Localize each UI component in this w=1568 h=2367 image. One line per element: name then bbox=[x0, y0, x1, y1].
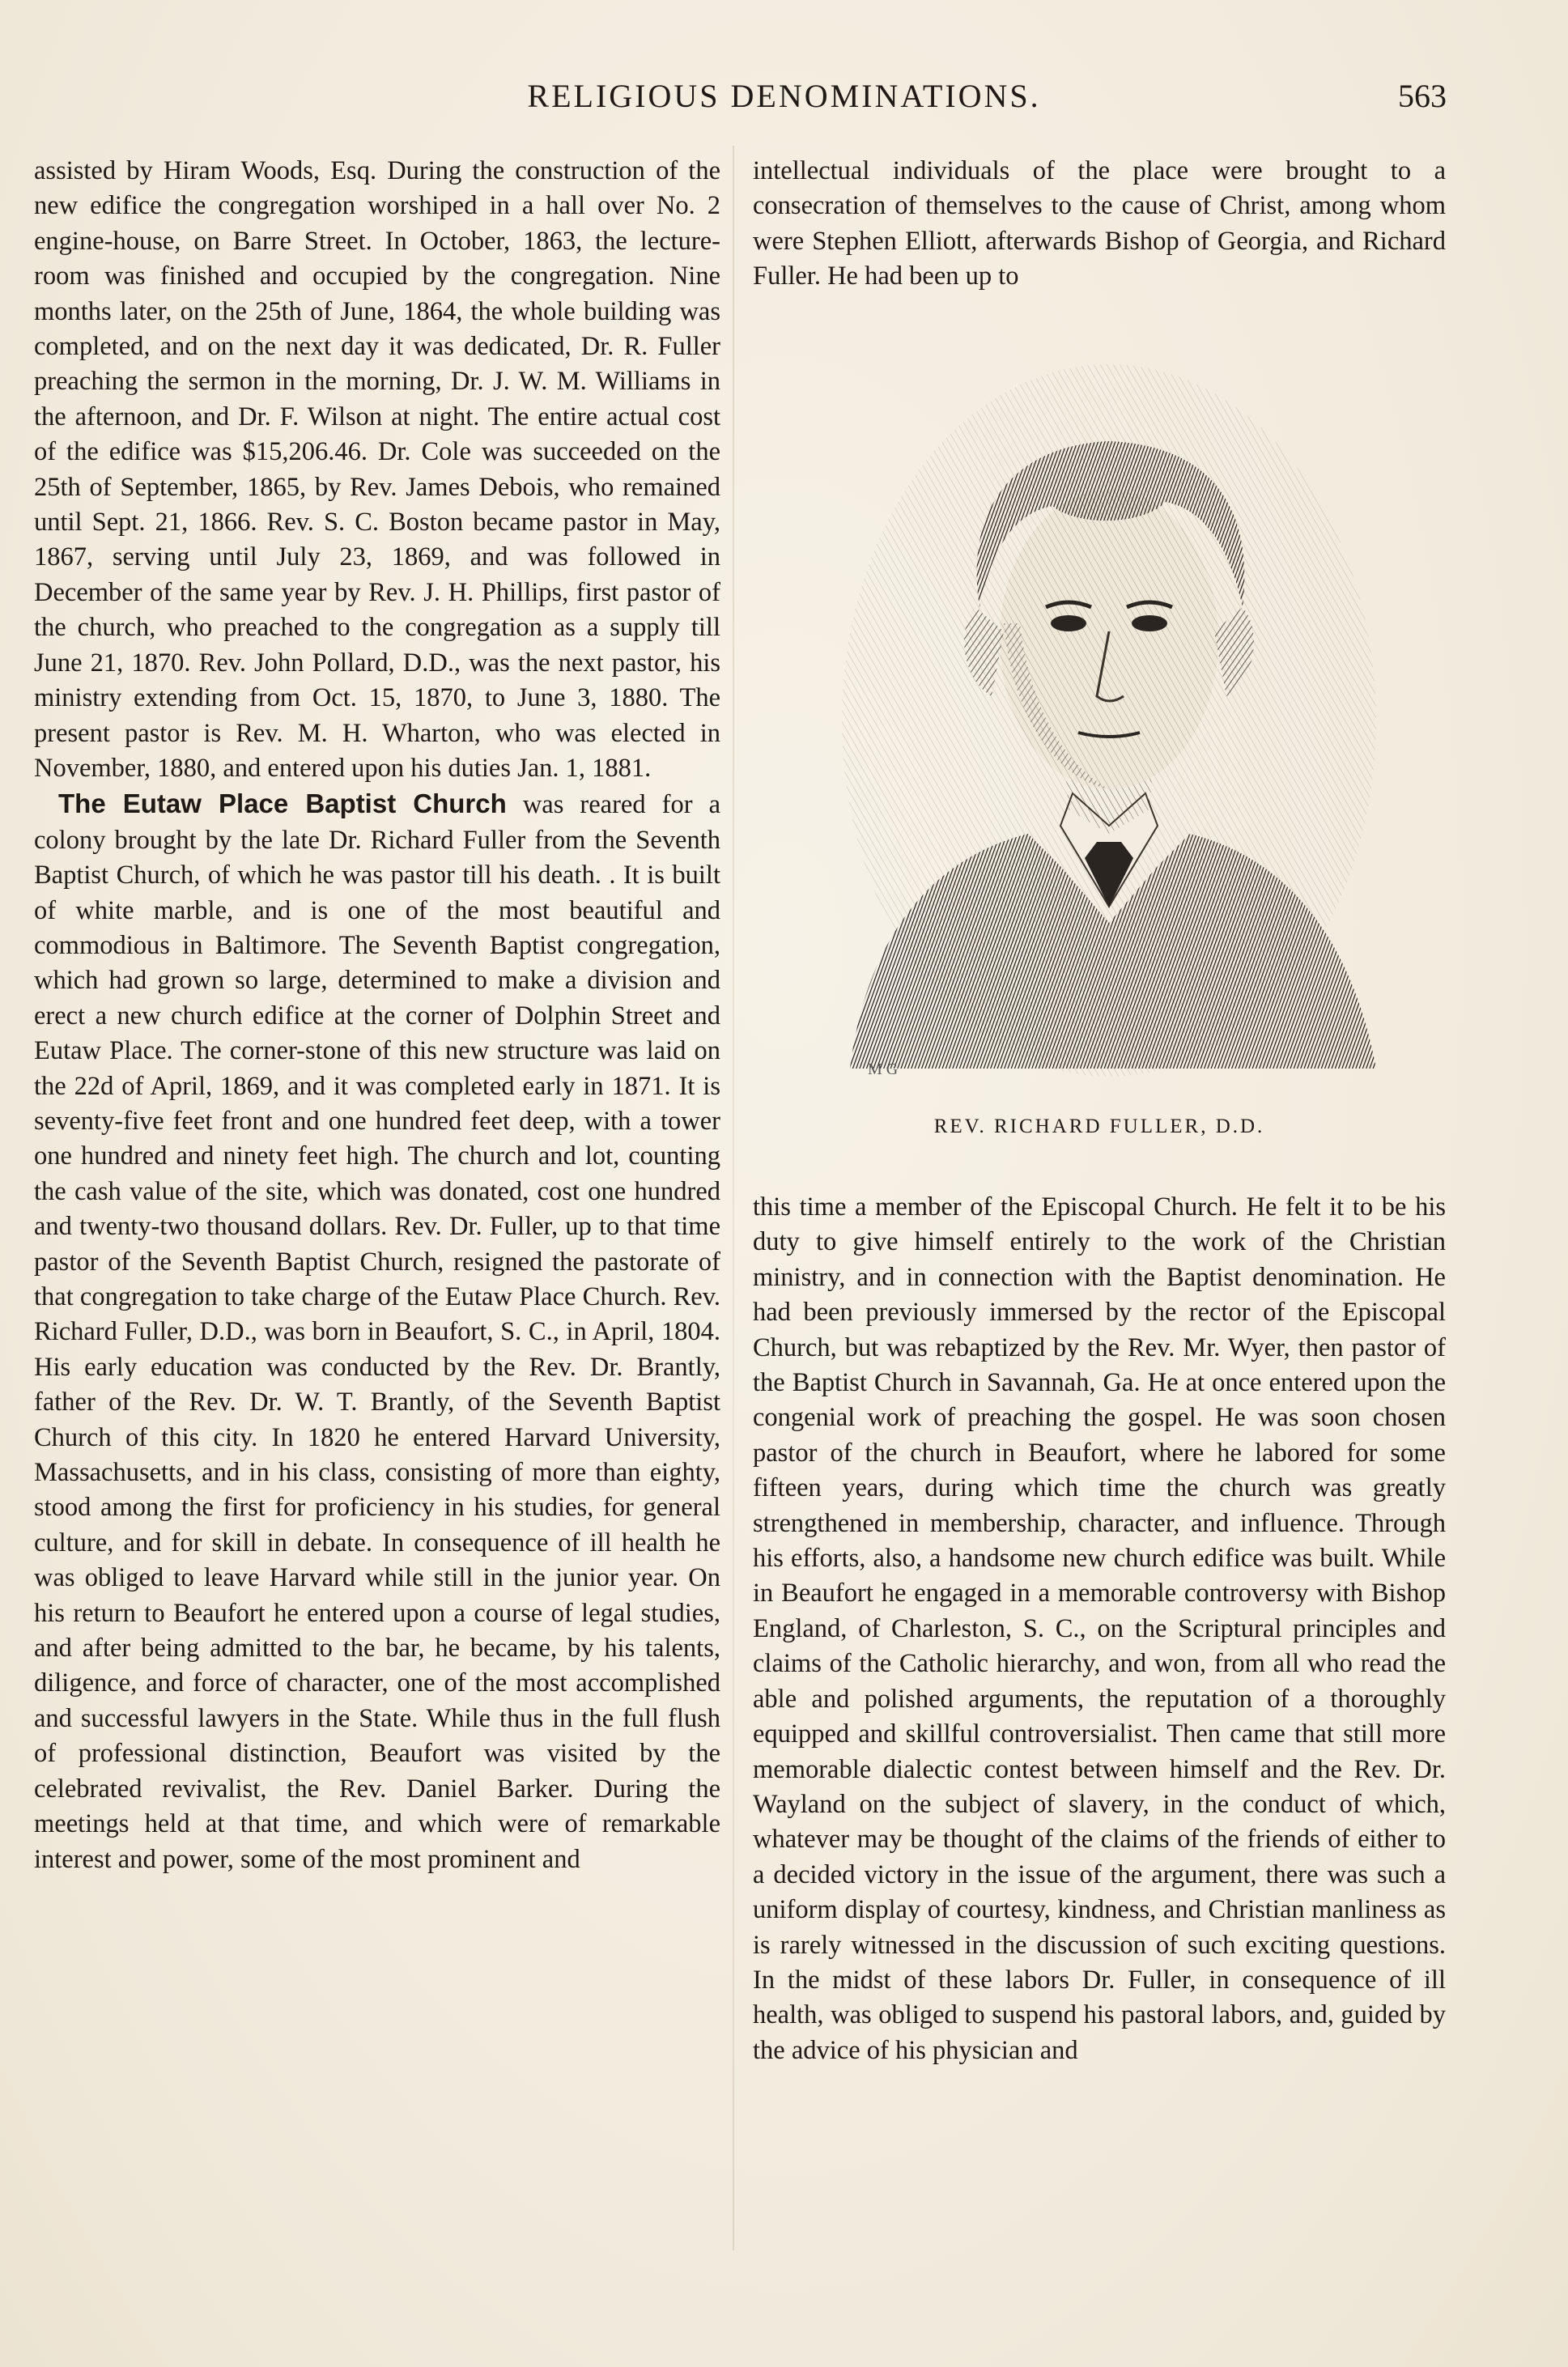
engraver-mark: M G bbox=[868, 1060, 899, 1078]
paragraph-right-top: intellectual individuals of the place were brought to a consecration of themselves to the cause of Christ, among whom were Stephen Elliott, afterwards Bishop of Georgia, and Richard Fuller. He had been up to bbox=[753, 156, 1446, 291]
left-column bbox=[34, 154, 720, 1877]
right-column-top bbox=[753, 154, 1446, 295]
paragraph-body: was reared for a colony brought by the late Dr. Richard Fuller from the Seventh Baptist Church, of which he was pastor till his death. . It is built of white marble, and is one of the most beautiful and commodious in Baltimore. The Seventh Baptist congregation, which had grown so large, determined to make a division and erect a new church edifice at the corner of Dolphin Street and Eutaw Place. The corner-stone of this new structure was laid on the 22d of April, 1869, and it was completed early in 1871. It is seventy-five feet front and one hundred feet deep, with a tower one hundred and ninety feet high. The church and lot, counting the cash value of the site, which was donated, cost one hundred and twenty-two thousand dollars. Rev. Dr. Fuller, up to that time pastor of the Seventh Baptist Church, resigned the pastorate of that congregation to take charge of the Eutaw Place Church. Rev. Richard Fuller, D.D., was born in Beaufort, S. C., in April, 1804. His early education was conducted by the Rev. Dr. Brantly, father of the Rev. Dr. W. T. Brantly, of the Seventh Baptist Church of this city. In 1820 he entered Harvard University, Massachusetts, and in his class, consisting of more than eighty, stood among the first for proficiency in his studies, for general culture, and for skill in debate. In consequence of ill health he was obliged to leave Harvard while still in the junior year. On his return to Beaufort he entered upon a course of legal studies, and after being admitted to the bar, he became, by his talents, diligence, and force of character, one of the most accomplished and successful lawyers in the State. While thus in the full flush of professional distinction, Beaufort was visited by the celebrated revivalist, the Rev. Daniel Barker. During the meetings held at that time, and which were of remarkable interest and power, some of the most prominent and bbox=[34, 790, 720, 1874]
running-head: RELIGIOUS DENOMINATIONS. bbox=[527, 78, 1041, 114]
paragraph-right-bottom: this time a member of the Episcopal Church. He felt it to be his duty to give himself entirely to the work of the Christian ministry, and in connection with the Baptist denomination. He had been previously immersed by the rector of the Episcopal Church, but was rebaptized by the Rev. Mr. Wyer, then pastor of the Baptist Church in Savannah, Ga. He at once entered upon the congenial work of preaching the gospel. He was soon chosen pastor of the church in Beaufort, where he labored for some fifteen years, during which time the church was greatly strengthened in membership, character, and influence. Through his efforts, also, a handsome new church edifice was built. While in Beaufort he engaged in a memorable controversy with Bishop England, of Charleston, S. C., on the Scriptural principles and claims of the Catholic hierarchy, and won, from all who read the able and polished arguments, the reputation of a thoroughly equipped and skillful controversialist. Then came that still more memorable dialectic contest between himself and the Rev. Dr. Wayland on the subject of slavery, in the conduct of which, whatever may be thought of the claims of the friends of either to a decided victory in the issue of the argument, there was such a uniform display of courtesy, kindness, and Christian manliness as is rarely witnessed in the discussion of such exciting questions. In the midst of these labors Dr. Fuller, in consequence of ill health, was obliged to suspend his pastoral labors, and, guided by the advice of his physician and bbox=[753, 1192, 1446, 2065]
paragraph-continued: assisted by Hiram Woods, Esq. During the construction of the new edifice the congregation worshiped in a hall over No. 2 engine-house, on Barre Street. In October, 1863, the lecture-room was finished and occupied by the congregation. Nine months later, on the 25th of June, 1864, the whole building was completed, and on the next day it was dedicated, Dr. R. Fuller preaching the sermon in the morning, Dr. J. W. M. Williams in the afternoon, and Dr. F. Wilson at night. The entire actual cost of the edifice was $15,206.46. Dr. Cole was succeeded on the 25th of September, 1865, by Rev. James Debois, who remained until Sept. 21, 1866. Rev. S. C. Boston became pastor in May, 1867, serving until July 23, 1869, and was followed in December of the same year by Rev. J. H. Phillips, first pastor of the church, who preached to the congregation as a supply till June 21, 1870. Rev. John Pollard, D.D., was the next pastor, his ministry extending from Oct. 15, 1870, to June 3, 1880. The present pastor is Rev. M. H. Wharton, who was elected in November, 1880, and entered upon his duties Jan. 1, 1881. bbox=[34, 156, 720, 783]
page-header bbox=[0, 77, 1568, 125]
portrait-engraving bbox=[818, 340, 1400, 1085]
section-heading: The Eutaw Place Baptist Church bbox=[58, 788, 507, 819]
paragraph-eutaw-place bbox=[34, 786, 720, 1877]
right-column-bottom bbox=[753, 1190, 1446, 2068]
page-number: 563 bbox=[1398, 78, 1447, 114]
portrait-caption: REV. RICHARD FULLER, D.D. bbox=[933, 1116, 1265, 1137]
column-divider bbox=[733, 146, 734, 2250]
